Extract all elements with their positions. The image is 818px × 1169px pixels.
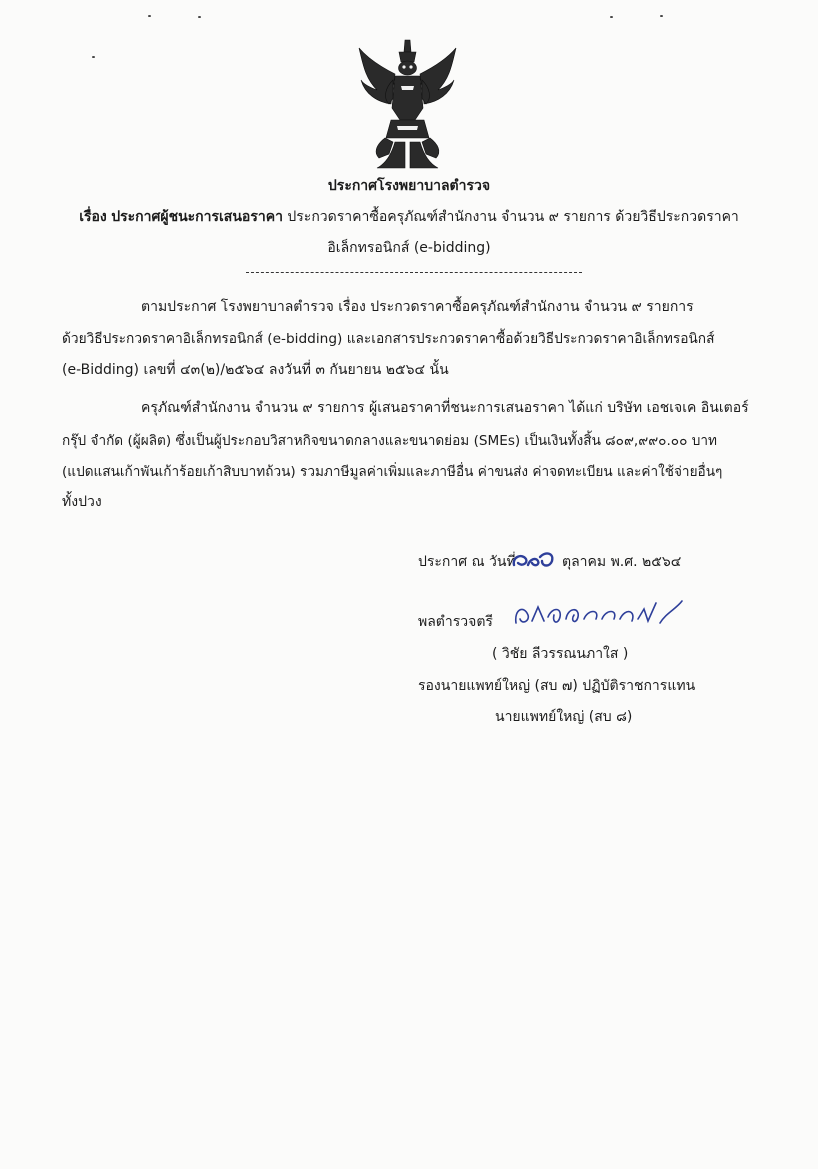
paragraph2-line4: ทั้งปวง [62, 494, 102, 510]
subject-text: ประกวดราคาซื้อครุภัณฑ์สำนักงาน จำนวน ๙ รายการ ด้วยวิธีประกวดราคา [287, 209, 739, 225]
subject-bold: ประกาศผู้ชนะการเสนอราคา [111, 209, 283, 225]
signer-position-2: นายแพทย์ใหญ่ (สบ ๘) [495, 709, 633, 725]
signer-position-1: รองนายแพทย์ใหญ่ (สบ ๗) ปฏิบัติราชการแทน [418, 678, 696, 694]
announce-date-suffix: ตุลาคม พ.ศ. ๒๕๖๔ [562, 554, 682, 570]
garuda-emblem [355, 38, 460, 170]
subject-line-2: อิเล็กทรอนิกส์ (e-bidding) [327, 240, 491, 256]
agency-title: ประกาศโรงพยาบาลตำรวจ [327, 178, 491, 194]
scan-speck [610, 16, 613, 18]
handwritten-day [508, 549, 556, 571]
paragraph2-line2: กรุ๊ป จำกัด (ผู้ผลิต) ซึ่งเป็นผู้ประกอบวิสาหกิจขนาดกลางและขนาดย่อม (SMEs) เป็นเงินทั้งสิ้น ๘๐๙,๙๙๐.๐๐ บาท [62, 433, 717, 449]
paragraph2-line3: (แปดแสนเก้าพันเก้าร้อยเก้าสิบบาทถ้วน) รวมภาษีมูลค่าเพิ่มและภาษีอื่น ค่าขนส่ง ค่าจดทะเบียน และค่าใช้จ่ายอื่นๆ [62, 464, 723, 480]
announce-date-prefix: ประกาศ ณ วันที่ [418, 554, 516, 570]
scan-speck [660, 15, 663, 17]
subject-line [0, 206, 818, 228]
paragraph2-line1: ครุภัณฑ์สำนักงาน จำนวน ๙ รายการ ผู้เสนอราคาที่ชนะการเสนอราคา ได้แก่ บริษัท เอชเจเค อินเตอร์ [141, 400, 749, 416]
subject-label: เรื่อง [79, 209, 107, 225]
divider-line [246, 272, 582, 273]
paragraph1-line2: ด้วยวิธีประกวดราคาอิเล็กทรอนิกส์ (e-bidding) และเอกสารประกวดราคาซื้อด้วยวิธีประกวดราคาอิเล็กทรอนิกส์ [62, 331, 715, 347]
signer-name: ( วิชัย ลีวรรณนภาใส ) [492, 646, 629, 662]
scan-speck [92, 56, 95, 58]
scan-speck [198, 16, 201, 18]
signature [508, 597, 686, 631]
signer-rank: พลตำรวจตรี [418, 614, 493, 630]
scan-speck [148, 15, 151, 17]
paragraph1-line1: ตามประกาศ โรงพยาบาลตำรวจ เรื่อง ประกวดราคาซื้อครุภัณฑ์สำนักงาน จำนวน ๙ รายการ [141, 299, 694, 315]
paragraph1-line3: (e-Bidding) เลขที่ ๔๓(๒)/๒๕๖๔ ลงวันที่ ๓ กันยายน ๒๕๖๔ นั้น [62, 362, 449, 378]
